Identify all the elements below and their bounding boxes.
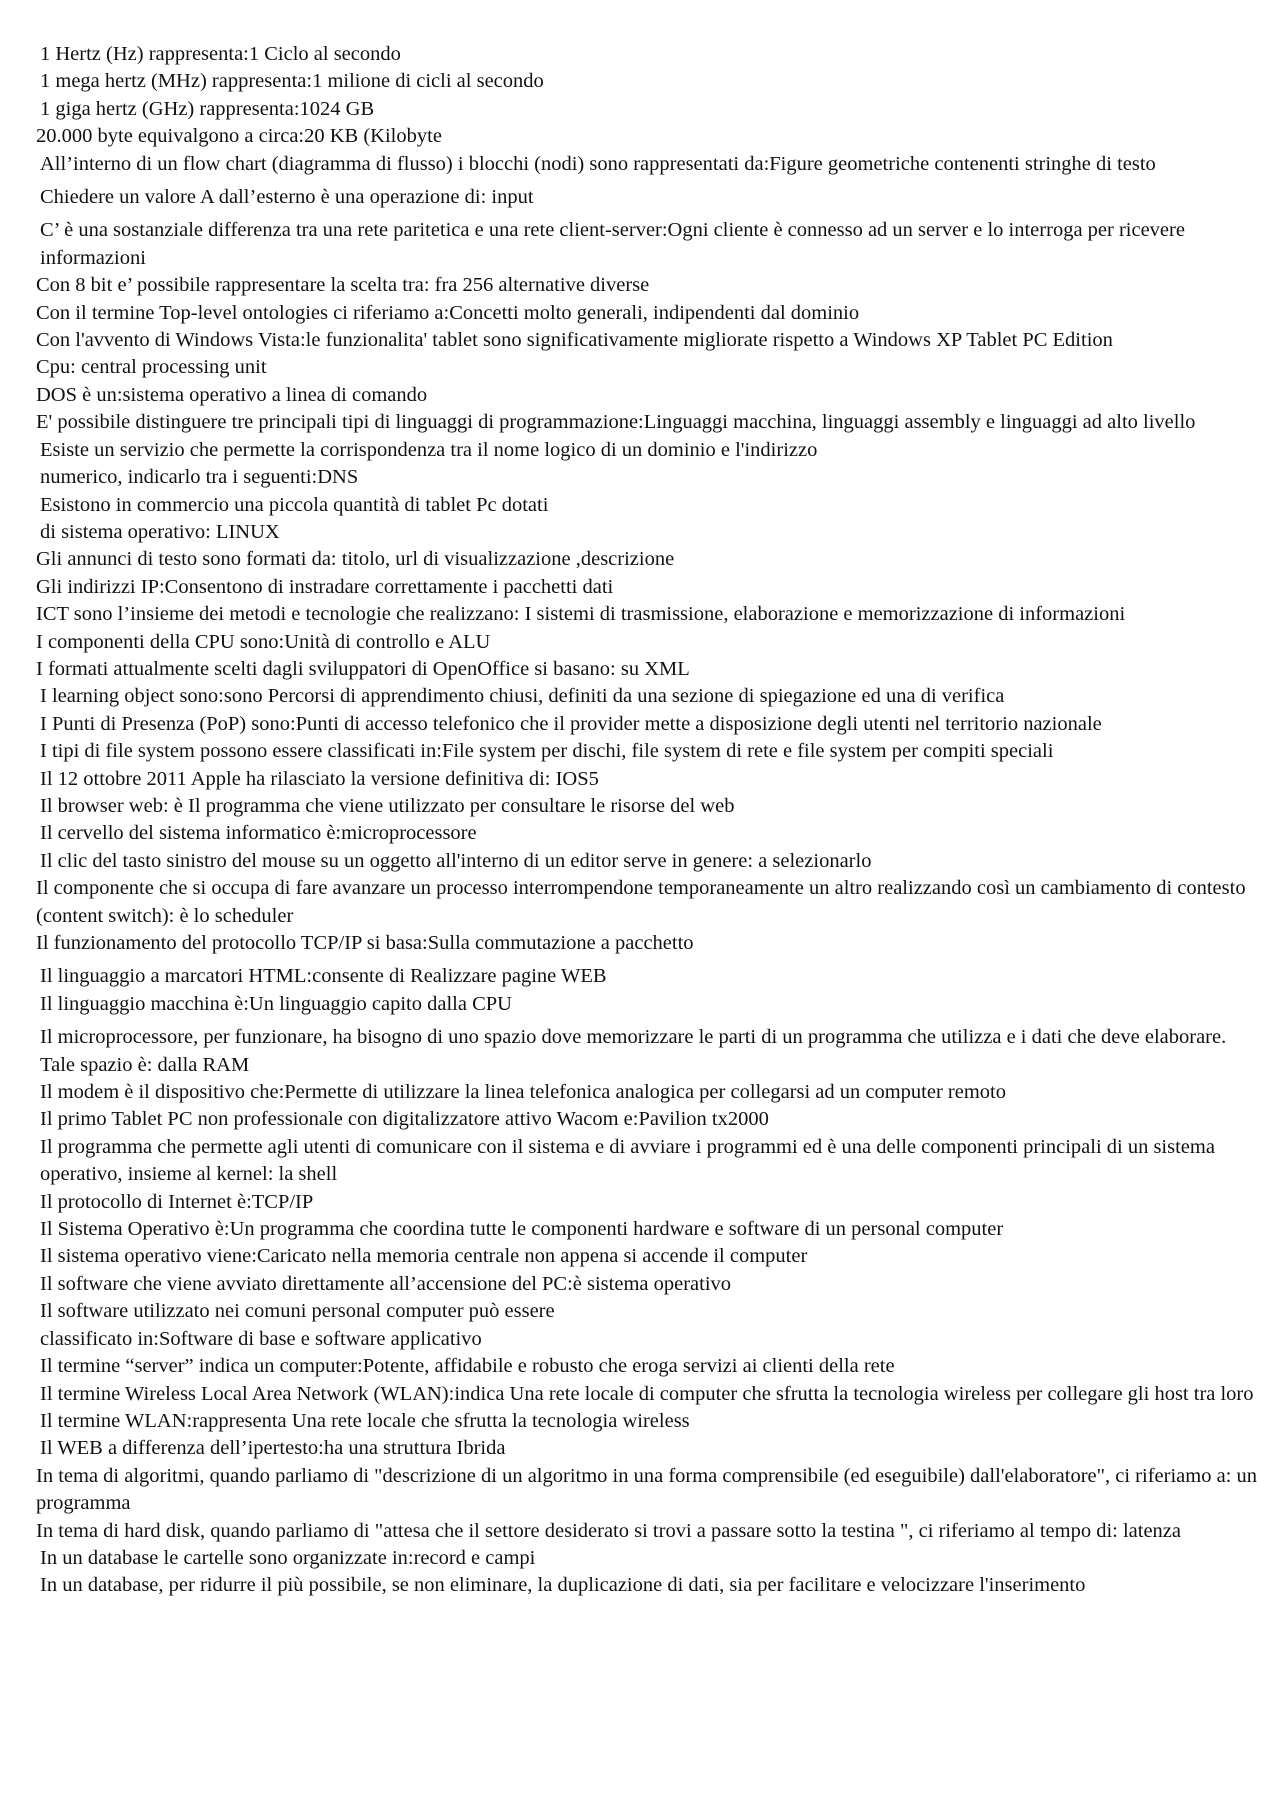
text-line: Con 8 bit e’ possibile rappresentare la scelta tra: fra 256 alternative diverse bbox=[36, 274, 650, 297]
text-line: Il Sistema Operativo è:Un programma che coordina tutte le componenti hardware e software di un personal computer bbox=[40, 1218, 1004, 1241]
text-line: Il linguaggio a marcatori HTML:consente di Realizzare pagine WEB bbox=[40, 965, 607, 988]
text-line: Il WEB a differenza dell’ipertesto:ha una struttura Ibrida bbox=[40, 1437, 506, 1460]
text-line: Chiedere un valore A dall’esterno è una operazione di: input bbox=[40, 186, 534, 209]
text-line: 1 giga hertz (GHz) rappresenta:1024 GB bbox=[40, 97, 375, 120]
text-line: numerico, indicarlo tra i seguenti:DNS bbox=[40, 466, 359, 489]
text-line: classificato in:Software di base e software applicativo bbox=[40, 1327, 482, 1350]
text-line: Il termine “server” indica un computer:Potente, affidabile e robusto che eroga servizi ai clienti della rete bbox=[40, 1355, 895, 1378]
text-line: I learning object sono:sono Percorsi di apprendimento chiusi, definiti da una sezione di spiegazione ed una di verifica bbox=[40, 685, 1005, 708]
text-line: E' possibile distinguere tre principali tipi di linguaggi di programmazione:Linguaggi macchina, linguaggi assembly e linguaggi ad alto livello bbox=[36, 411, 1196, 434]
text-line: Il termine Wireless Local Area Network (WLAN):indica Una rete locale di computer che sfrutta la tecnologia wireless per collegare gli host tra loro bbox=[40, 1382, 1254, 1405]
text-line: Il software utilizzato nei comuni personal computer può essere bbox=[40, 1300, 555, 1323]
text-line: 1 Hertz (Hz) rappresenta:1 Ciclo al secondo bbox=[40, 43, 401, 65]
text-line: Esistono in commercio una piccola quantità di tablet Pc dotati bbox=[40, 493, 549, 516]
text-line: Il modem è il dispositivo che:Permette di utilizzare la linea telefonica analogica per collegarsi ad un computer remoto bbox=[40, 1081, 1006, 1104]
text-line: In un database le cartelle sono organizzate in:record e campi bbox=[40, 1546, 536, 1569]
text-line: Il software che viene avviato direttamente all’accensione del PC:è sistema operativo bbox=[40, 1272, 732, 1295]
text-line: Il microprocessore, per funzionare, ha bisogno di uno spazio dove memorizzare le parti di un programma che utilizza e i dati che deve elaborare. Tale spazio è: dalla RAM bbox=[40, 1026, 1227, 1076]
text-line: Il cervello del sistema informatico è:microprocessore bbox=[40, 822, 477, 845]
text-line: Il protocollo di Internet è:TCP/IP bbox=[40, 1190, 314, 1213]
text-line: I Punti di Presenza (PoP) sono:Punti di accesso telefonico che il provider mette a disposizione degli utenti nel territorio nazionale bbox=[40, 712, 1102, 735]
text-line: In un database, per ridurre il più possibile, se non eliminare, la duplicazione di dati, sia per facilitare e velocizzare l'inserimento bbox=[40, 1574, 1086, 1597]
text-line: Il linguaggio macchina è:Un linguaggio capito dalla CPU bbox=[40, 992, 512, 1015]
text-line: Il sistema operativo viene:Caricato nella memoria centrale non appena si accende il computer bbox=[40, 1245, 808, 1268]
text-line: Il primo Tablet PC non professionale con digitalizzatore attivo Wacom e:Pavilion tx2000 bbox=[40, 1108, 769, 1131]
text-line: I componenti della CPU sono:Unità di controllo e ALU bbox=[36, 630, 491, 653]
text-line: 20.000 byte equivalgono a circa:20 KB (Kilobyte bbox=[36, 125, 442, 148]
text-line: Il componente che si occupa di fare avanzare un processo interrompendone temporaneamente un altro realizzando così un cambiamento di contesto (content switch): è lo scheduler bbox=[36, 877, 1246, 927]
text-line: C’ è una sostanziale differenza tra una rete paritetica e una rete client-server:Ogni cliente è connesso ad un server e lo interroga per ricevere informazioni bbox=[40, 219, 1185, 269]
text-line: di sistema operativo: LINUX bbox=[40, 520, 280, 543]
text-line: In tema di algoritmi, quando parliamo di "descrizione di un algoritmo in una forma comprensibile (ed eseguibile) dall'elaboratore", ci riferiamo a: un programma bbox=[36, 1464, 1257, 1515]
text-line: Il programma che permette agli utenti di comunicare con il sistema e di avviare i programmi ed è una delle componenti principali di un sistema operativo, insieme al kernel: la shell bbox=[40, 1135, 1215, 1186]
text-line: Il funzionamento del protocollo TCP/IP si basa:Sulla commutazione a pacchetto bbox=[36, 932, 694, 954]
text-line: I tipi di file system possono essere classificati in:File system per dischi, file system di rete e file system per compiti speciali bbox=[40, 740, 1054, 763]
text-line: 1 mega hertz (MHz) rappresenta:1 milione di cicli al secondo bbox=[40, 70, 544, 93]
text-line: Gli annunci di testo sono formati da: titolo, url di visualizzazione ,descrizione bbox=[36, 548, 675, 571]
text-line: Con il termine Top-level ontologies ci riferiamo a:Concetti molto generali, indipendenti dal dominio bbox=[36, 301, 860, 324]
text-line: Il termine WLAN:rappresenta Una rete locale che sfrutta la tecnologia wireless bbox=[40, 1409, 690, 1432]
text-line: Esiste un servizio che permette la corrispondenza tra il nome logico di un dominio e l'indirizzo bbox=[40, 438, 818, 461]
text-line: Gli indirizzi IP:Consentono di instradare correttamente i pacchetti dati bbox=[36, 575, 614, 598]
text-line: All’interno di un flow chart (diagramma di flusso) i blocchi (nodi) sono rappresentati da:Figure geometriche contenenti stringhe di testo bbox=[40, 152, 1156, 175]
text-line: ICT sono l’insieme dei metodi e tecnologie che realizzano: I sistemi di trasmissione, elaborazione e memorizzazione di informazioni bbox=[36, 603, 1126, 626]
text-line: I formati attualmente scelti dagli sviluppatori di OpenOffice si basano: su XML bbox=[36, 657, 690, 680]
text-line: Cpu: central processing unit bbox=[36, 356, 267, 379]
text-line: Con l'avvento di Windows Vista:le funzionalita' tablet sono significativamente migliorate rispetto a Windows XP Tablet PC Edition bbox=[36, 329, 1113, 352]
text-line: Il 12 ottobre 2011 Apple ha rilasciato la versione definitiva di: IOS5 bbox=[40, 767, 599, 790]
text-line: DOS è un:sistema operativo a linea di comando bbox=[36, 383, 428, 406]
text-line: Il clic del tasto sinistro del mouse su un oggetto all'interno di un editor serve in genere: a selezionarlo bbox=[40, 849, 872, 872]
text-line: Il browser web: è Il programma che viene utilizzato per consultare le risorse del web bbox=[40, 794, 735, 817]
text-line: In tema di hard disk, quando parliamo di "attesa che il settore desiderato si trovi a passare sotto la testina ", ci riferiamo al tempo di: latenza bbox=[36, 1519, 1182, 1542]
